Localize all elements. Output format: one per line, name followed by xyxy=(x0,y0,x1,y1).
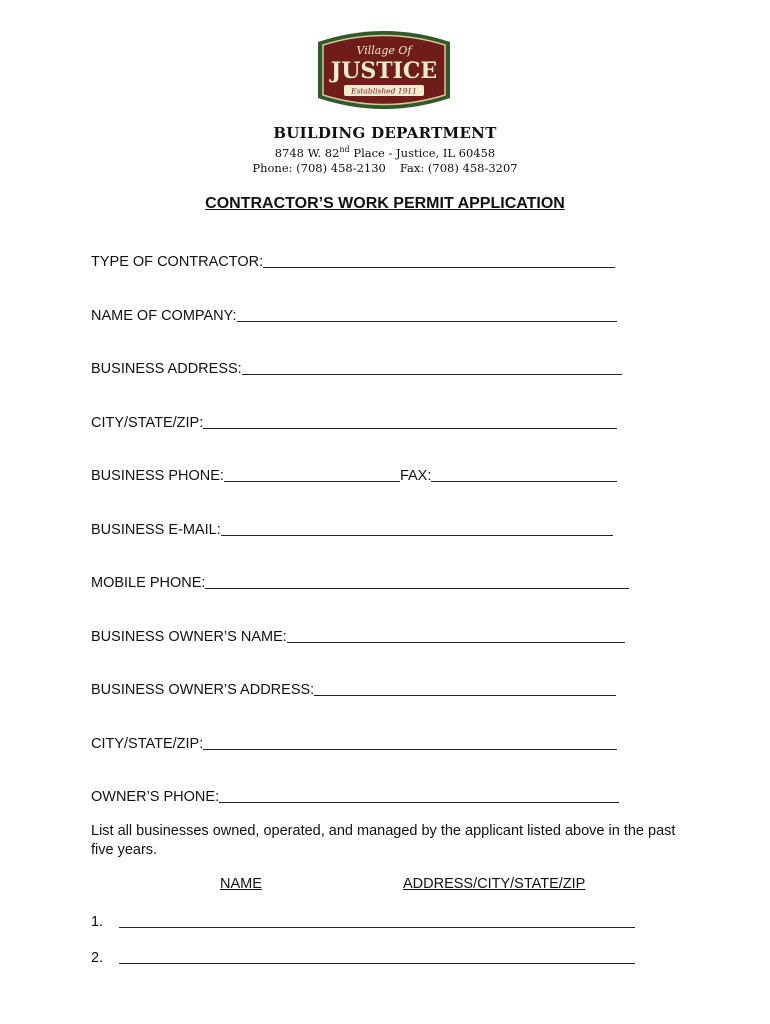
field-label: NAME OF COMPANY: xyxy=(91,308,237,324)
field-label: BUSINESS OWNER’S NAME: xyxy=(91,629,287,645)
owner-city-state-zip-input-line[interactable] xyxy=(203,736,617,750)
business-owner-name-field xyxy=(91,625,625,645)
owners-phone-input-line[interactable] xyxy=(219,789,619,803)
field-label: BUSINESS PHONE: xyxy=(91,468,224,484)
owner-city-state-zip-field xyxy=(91,732,617,752)
logo-top-text: Village Of xyxy=(356,44,412,57)
business-row-2 xyxy=(91,946,635,966)
village-of-justice-logo xyxy=(310,28,458,112)
business-row-1 xyxy=(91,910,635,930)
field-label: BUSINESS E-MAIL: xyxy=(91,522,221,538)
business-owner-address-input-line[interactable] xyxy=(314,682,616,696)
phone-text: Phone: (708) 458-2130 xyxy=(252,161,386,175)
mobile-phone-field xyxy=(91,571,629,591)
business-address-input-line[interactable] xyxy=(242,361,622,375)
city-state-zip-input-line[interactable] xyxy=(203,415,617,429)
business-address-field xyxy=(91,357,622,377)
business-owner-name-input-line[interactable] xyxy=(287,629,625,643)
business-phone-fax-field xyxy=(91,464,617,484)
business-email-field xyxy=(91,518,613,538)
fax-label: FAX: xyxy=(399,468,432,484)
list-instruction: List all businesses owned, operated, and managed by the applicant listed above in the past five years. xyxy=(91,823,676,858)
column-header-address: ADDRESS/CITY/STATE/ZIP xyxy=(403,876,586,892)
owners-phone-field xyxy=(91,785,619,805)
field-label: MOBILE PHONE: xyxy=(91,575,206,591)
fax-input-line[interactable] xyxy=(431,468,617,482)
row-number: 1. xyxy=(91,914,104,930)
city-state-zip-field xyxy=(91,411,617,431)
department-phone-fax xyxy=(0,161,770,175)
name-of-company-field xyxy=(91,304,617,324)
field-label: BUSINESS ADDRESS: xyxy=(91,361,242,377)
column-header-name: NAME xyxy=(220,876,262,892)
business-row-1-input-line[interactable] xyxy=(119,914,635,928)
field-label: BUSINESS OWNER’S ADDRESS: xyxy=(91,682,315,698)
business-owner-address-field xyxy=(91,678,616,698)
row-number: 2. xyxy=(91,950,104,966)
business-email-input-line[interactable] xyxy=(221,522,613,536)
name-of-company-input-line[interactable] xyxy=(237,308,617,322)
field-label: TYPE OF CONTRACTOR: xyxy=(91,254,264,270)
department-title: BUILDING DEPARTMENT xyxy=(273,124,497,142)
field-label: CITY/STATE/ZIP: xyxy=(91,736,204,752)
mobile-phone-input-line[interactable] xyxy=(205,575,629,589)
type-of-contractor-field xyxy=(91,250,615,270)
logo-main-text: JUSTICE xyxy=(330,58,438,84)
type-of-contractor-input-line[interactable] xyxy=(263,254,615,268)
field-label: OWNER’S PHONE: xyxy=(91,789,220,805)
logo-bottom-text: Established 1911 xyxy=(351,86,417,96)
field-label: CITY/STATE/ZIP: xyxy=(91,415,204,431)
business-phone-input-line[interactable] xyxy=(224,468,400,482)
department-address: 8748 W. 82nd Place - Justice, IL 60458 xyxy=(274,145,496,160)
business-row-2-input-line[interactable] xyxy=(119,950,635,964)
form-title: CONTRACTOR’S WORK PERMIT APPLICATION xyxy=(205,195,565,212)
fax-text: Fax: (708) 458-3207 xyxy=(399,161,518,175)
